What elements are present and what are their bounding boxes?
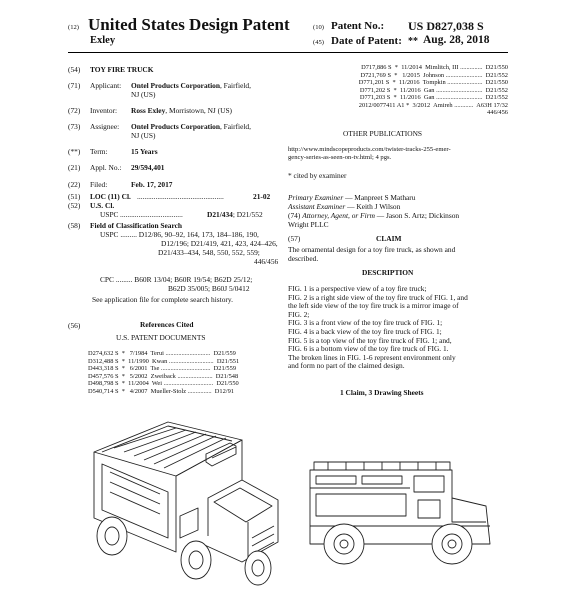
applicant-label: Applicant: [90, 81, 122, 90]
term-value: 15 Years [131, 147, 158, 156]
field-52-code: (52) [68, 201, 81, 210]
search-line: B62D 35/005; B60J 5/0412 [168, 284, 250, 293]
us-cl-label: U.S. Cl. [90, 201, 115, 210]
claim-code: (57) [288, 234, 301, 243]
reference-row: D540,714 S * 4/2007 Mueller-Stolz ............... D12/91 [88, 387, 234, 395]
search-line: D12/196; D21/419, 421, 423, 424–426, [161, 239, 278, 248]
description-line: FIG. 5 is a top view of the toy fire truck of FIG. 1; and, [288, 335, 452, 345]
field-term-code: (**) [68, 147, 81, 156]
reference-row: D717,886 S * 11/2014 Mimlitch, III .............. D21/550 [361, 64, 508, 71]
loc-label: LOC (11) Cl. [90, 192, 131, 201]
code-10: (10) [313, 24, 324, 31]
field-56-code: (56) [68, 321, 81, 330]
patent-date: Aug. 28, 2018 [423, 34, 490, 46]
assignee-value: Ontel Products Corporation, Fairfield, [131, 122, 251, 131]
side-view-drawing [300, 440, 500, 590]
field-71-code: (71) [68, 81, 81, 90]
header-rule [68, 52, 508, 53]
claims-summary: 1 Claim, 3 Drawing Sheets [340, 388, 424, 397]
description-line: FIG. 2; [288, 309, 310, 319]
reference-row: D312,488 S * 11/1990 Kwan ............................ D21/551 [88, 357, 240, 365]
description-line: FIG. 4 is a back view of the toy fire truck of FIG. 1; [288, 326, 442, 336]
code-45: (45) [313, 39, 324, 46]
field-72-code: (72) [68, 106, 81, 115]
description-line: FIG. 2 is a right side view of the toy fire truck of FIG. 1, and [288, 292, 468, 302]
loc-value: 21-02 [253, 192, 271, 201]
field-22-code: (22) [68, 180, 81, 189]
reference-row: 2012/0077411 A1 * 3/2012 Amireh ............ A63H 17/32 [358, 101, 508, 109]
inventor-surname: Exley [90, 35, 116, 46]
description-body [288, 285, 468, 371]
references-heading: References Cited [140, 320, 194, 329]
primary-examiner: Primary Examiner — Manpreet S Matharu [288, 193, 416, 202]
description-line: FIG. 6 is a bottom view of the toy fire truck of FIG. 1. [288, 344, 449, 354]
search-line: D21/433–434, 548, 550, 552, 559; [158, 248, 260, 257]
description-line: The broken lines in FIG. 1-6 represent environment only [288, 352, 456, 362]
other-publications-heading: OTHER PUBLICATIONS [343, 129, 423, 138]
appl-no-value: 29/594,401 [131, 163, 165, 172]
publication-line: http://www.mindscopeproducts.com/twister-tracks-255-emer- [288, 146, 451, 153]
field-search-label: Field of Classification Search [90, 221, 183, 230]
applicant-location: NJ (US) [131, 90, 156, 99]
claim-text: described. [288, 254, 319, 263]
inventor-label: Inventor: [90, 106, 118, 115]
uspc-label: USPC [100, 210, 119, 219]
reference-row: D721,769 S * 1/2015 Johnson ....................... D21/552 [360, 71, 508, 79]
description-line: and form no part of the claimed design. [288, 361, 405, 371]
uspc-dots: .................................. [120, 210, 183, 219]
cited-note: * cited by examiner [288, 171, 347, 180]
date-label: Date of Patent: [331, 35, 402, 47]
search-line: 446/456 [254, 257, 279, 266]
reference-row: D498,798 S * 11/2004 Wei ............................... D21/550 [88, 380, 239, 387]
term-label: Term: [90, 147, 108, 156]
search-line: CPC ......... B60R 13/04; B60R 19/54; B62D 25/12; [100, 275, 253, 284]
search-line: See application file for complete search history. [92, 295, 233, 304]
field-58-code: (58) [68, 221, 81, 230]
date-marker: ** [408, 36, 418, 47]
reference-row: D771,201 S * 11/2016 Tompkin ...................... D21/550 [358, 79, 508, 86]
assistant-examiner: Assistant Examiner — Keith J Wilson [288, 202, 401, 211]
document-title: United States Design Patent [88, 15, 290, 34]
claim-heading: CLAIM [376, 234, 402, 243]
reference-row: D771,202 S * 11/2016 Gan ............................. D21/552 [359, 86, 508, 94]
patent-no-label: Patent No.: [331, 20, 385, 32]
attorney: (74) Attorney, Agent, or Firm — Jason S. Artz; Dickinson [288, 211, 460, 220]
field-73-code: (73) [68, 122, 81, 131]
description-line: FIG. 3 is a front view of the toy fire truck of FIG. 1; [288, 318, 443, 328]
filed-label: Filed: [90, 180, 108, 189]
reference-row: D457,576 S * 5/2002 Zweiback ...................... D21/548 [88, 372, 239, 380]
reference-list [88, 350, 239, 395]
applicant-value: Ontel Products Corporation, Fairfield, [131, 81, 251, 90]
reference-row: D443,318 S * 6/2001 Tse ............................... D21/559 [88, 365, 237, 372]
publication-line: gency-series-as-seen-on-tv.html; 4 pgs. [288, 154, 392, 161]
field-54-code: (54) [68, 65, 81, 74]
claim-text: The ornamental design for a toy fire truck, as shown and [288, 245, 456, 254]
reference-row: 446/456 [487, 109, 508, 116]
us-patent-docs-heading: U.S. PATENT DOCUMENTS [116, 333, 206, 342]
assignee-location: NJ (US) [131, 131, 156, 140]
description-heading: DESCRIPTION [362, 268, 414, 277]
perspective-view-drawing [80, 410, 290, 590]
patent-number: US D827,038 S [408, 19, 484, 33]
reference-row: D771,203 S * 11/2016 Gan ............................. D21/552 [359, 94, 508, 101]
filed-value: Feb. 17, 2017 [131, 180, 173, 189]
inventor-value: Ross Exley, Morristown, NJ (US) [131, 106, 233, 115]
appl-no-label: Appl. No.: [90, 163, 122, 172]
code-12: (12) [68, 24, 79, 31]
search-line: USPC ......... D12/86, 90–92, 164, 173, 184–186, 190, [100, 230, 259, 239]
reference-list-continued [286, 64, 508, 117]
field-21-code: (21) [68, 163, 81, 172]
invention-title: TOY FIRE TRUCK [90, 65, 154, 74]
attorney-firm: Wright PLLC [288, 220, 329, 229]
loc-dots: ............................................... [137, 192, 224, 201]
reference-row: D274,632 S * 7/1984 Terui ............................ D21/559 [88, 350, 236, 357]
assignee-label: Assignee: [90, 122, 120, 131]
field-51-code: (51) [68, 192, 81, 201]
uspc-value: D21/434; D21/552 [207, 210, 263, 219]
description-line: the left side view of the toy fire truck is a mirror image of [288, 301, 459, 311]
description-line: FIG. 1 is a perspective view of a toy fire truck; [288, 284, 427, 293]
